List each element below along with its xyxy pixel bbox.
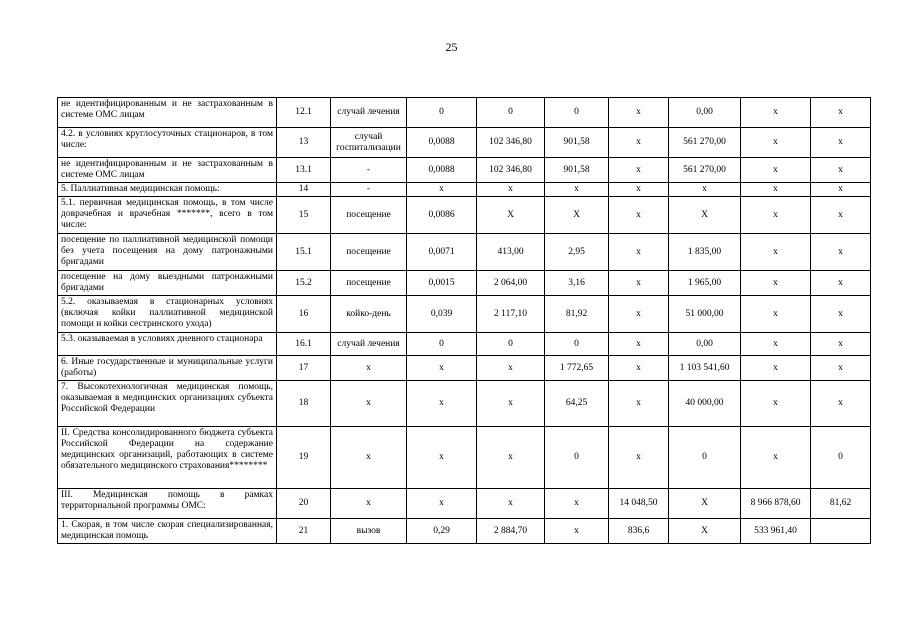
table-row xyxy=(58,158,871,183)
table-row xyxy=(58,271,871,296)
cell-num: 15 xyxy=(277,197,331,234)
cell-c2: 0 xyxy=(477,98,545,128)
cell-c6: 533 961,40 xyxy=(741,519,811,544)
cell-c2: 102 346,80 xyxy=(477,128,545,158)
cell-unit: x xyxy=(331,381,407,427)
cell-c5: 1 965,00 xyxy=(669,271,741,296)
cell-num: 16.1 xyxy=(277,333,331,356)
row-name-cell: III. Медицинская помощь в рамках территориальной программы ОМС: xyxy=(58,489,277,519)
cell-num: 14 xyxy=(277,183,331,197)
cell-unit: случай лечения xyxy=(331,98,407,128)
cell-c6: x xyxy=(741,427,811,489)
cell-c1: x xyxy=(407,183,477,197)
table-row xyxy=(58,183,871,197)
row-name-cell: 5.3. оказываемая в условиях дневного стационара xyxy=(58,333,277,356)
page-number: 25 xyxy=(445,40,458,54)
cell-c7: x xyxy=(811,197,871,234)
table-row xyxy=(58,489,871,519)
cell-c7: x xyxy=(811,381,871,427)
cell-c3: 0 xyxy=(545,98,609,128)
cell-unit: посещение xyxy=(331,234,407,271)
cell-c1: 0,0015 xyxy=(407,271,477,296)
cell-num: 17 xyxy=(277,356,331,381)
cell-c4: x xyxy=(609,296,669,333)
cell-c6: x xyxy=(741,234,811,271)
cell-c3: 2,95 xyxy=(545,234,609,271)
row-name-cell: не идентифицированным и не застрахованным в системе ОМС лицам xyxy=(58,98,277,128)
cell-num: 13 xyxy=(277,128,331,158)
cell-c5: 0,00 xyxy=(669,98,741,128)
row-name-cell: посещение по паллиативной медицинской помощи без учета посещения на дому патронажными бригадами xyxy=(58,234,277,271)
cell-c7: x xyxy=(811,333,871,356)
cell-unit: койко-день xyxy=(331,296,407,333)
row-name-cell: 1. Скорая, в том числе скорая специализированная, медицинская помощь xyxy=(58,519,277,544)
cell-c1: x xyxy=(407,427,477,489)
cell-c3: 81,92 xyxy=(545,296,609,333)
cell-c7: x xyxy=(811,128,871,158)
cell-c2: 0 xyxy=(477,333,545,356)
cell-c6: x xyxy=(741,356,811,381)
cell-unit: x xyxy=(331,356,407,381)
cell-c5: X xyxy=(669,489,741,519)
cell-c4: 836,6 xyxy=(609,519,669,544)
row-name-cell: 6. Иные государственные и муниципальные услуги (работы) xyxy=(58,356,277,381)
cell-c6: x xyxy=(741,197,811,234)
cell-c3: 64,25 xyxy=(545,381,609,427)
table-row xyxy=(58,381,871,427)
cell-c5: 0,00 xyxy=(669,333,741,356)
cell-c7: x xyxy=(811,356,871,381)
cell-c6: 8 966 878,60 xyxy=(741,489,811,519)
cell-unit: вызов xyxy=(331,519,407,544)
cell-c3: 901,58 xyxy=(545,158,609,183)
cell-c3: X xyxy=(545,197,609,234)
cell-unit: случай госпитализации xyxy=(331,128,407,158)
cell-c4: x xyxy=(609,197,669,234)
row-name-cell: 7. Высокотехнологичная медицинская помощь, оказываемая в медицинских организациях субъекта Российской Федерации xyxy=(58,381,277,427)
cell-c7: x xyxy=(811,271,871,296)
cell-c7: x xyxy=(811,234,871,271)
cell-unit: посещение xyxy=(331,271,407,296)
cell-c1: x xyxy=(407,356,477,381)
cell-c2: x xyxy=(477,381,545,427)
cell-c2: X xyxy=(477,197,545,234)
cell-c5: 51 000,00 xyxy=(669,296,741,333)
cell-c3: x xyxy=(545,489,609,519)
table-row xyxy=(58,519,871,544)
cell-c6: x xyxy=(741,271,811,296)
row-name-cell: посещение на дому выездными патронажными бригадами xyxy=(58,271,277,296)
cell-c5: X xyxy=(669,197,741,234)
cell-c7: 0 xyxy=(811,427,871,489)
table-row xyxy=(58,333,871,356)
data-table xyxy=(57,97,871,544)
cell-c1: 0,0088 xyxy=(407,128,477,158)
cell-c1: 0,0086 xyxy=(407,197,477,234)
cell-c7: x xyxy=(811,183,871,197)
cell-c4: x xyxy=(609,128,669,158)
cell-num: 15.1 xyxy=(277,234,331,271)
cell-c4: x xyxy=(609,98,669,128)
row-name-cell: 5. Паллиативная медицинская помощь: xyxy=(58,183,277,197)
cell-c4: x xyxy=(609,381,669,427)
cell-c2: 102 346,80 xyxy=(477,158,545,183)
cell-c6: x xyxy=(741,158,811,183)
cell-c3: 0 xyxy=(545,427,609,489)
cell-c5: 1 835,00 xyxy=(669,234,741,271)
cell-c2: 2 117,10 xyxy=(477,296,545,333)
cell-c6: x xyxy=(741,296,811,333)
cell-c7: x xyxy=(811,98,871,128)
cell-c2: 2 884,70 xyxy=(477,519,545,544)
cell-c1: 0,29 xyxy=(407,519,477,544)
table-row xyxy=(58,427,871,489)
cell-c6: x xyxy=(741,381,811,427)
cell-unit: - xyxy=(331,158,407,183)
table-row xyxy=(58,234,871,271)
cell-unit: - xyxy=(331,183,407,197)
cell-c3: 901,58 xyxy=(545,128,609,158)
cell-c5: X xyxy=(669,519,741,544)
cell-c1: x xyxy=(407,489,477,519)
cell-c5: 1 103 541,60 xyxy=(669,356,741,381)
row-name-cell: 5.2. оказываемая в стационарных условиях (включая койки паллиативной медицинской помощи и койки сестринского ухода) xyxy=(58,296,277,333)
cell-c5: 40 000,00 xyxy=(669,381,741,427)
table-row xyxy=(58,98,871,128)
table-row xyxy=(58,197,871,234)
row-name-cell: 4.2. в условиях круглосуточных стационаров, в том числе: xyxy=(58,128,277,158)
cell-c6: x xyxy=(741,128,811,158)
cell-c2: x xyxy=(477,427,545,489)
cell-c5: x xyxy=(669,183,741,197)
table-row xyxy=(58,356,871,381)
cell-num: 13.1 xyxy=(277,158,331,183)
row-name-cell: не идентифицированным и не застрахованным в системе ОМС лицам xyxy=(58,158,277,183)
cell-c6: x xyxy=(741,333,811,356)
cell-c1: 0 xyxy=(407,98,477,128)
cell-c4: x xyxy=(609,234,669,271)
row-name-cell: 5.1. первичная медицинская помощь, в том числе доврачебная и врачебная *******, всего в том числе: xyxy=(58,197,277,234)
cell-unit: x xyxy=(331,427,407,489)
cell-unit: посещение xyxy=(331,197,407,234)
cell-unit: случай лечения xyxy=(331,333,407,356)
cell-c3: 3,16 xyxy=(545,271,609,296)
cell-c3: x xyxy=(545,519,609,544)
cell-unit: x xyxy=(331,489,407,519)
cell-c4: 14 048,50 xyxy=(609,489,669,519)
cell-c6: x xyxy=(741,183,811,197)
cell-c6: x xyxy=(741,98,811,128)
cell-num: 16 xyxy=(277,296,331,333)
cell-c1: x xyxy=(407,381,477,427)
cell-c3: 0 xyxy=(545,333,609,356)
cell-num: 18 xyxy=(277,381,331,427)
cell-num: 19 xyxy=(277,427,331,489)
cell-num: 15.2 xyxy=(277,271,331,296)
cell-c5: 0 xyxy=(669,427,741,489)
cell-c7: x xyxy=(811,296,871,333)
cell-c2: x xyxy=(477,356,545,381)
cell-c7: x xyxy=(811,158,871,183)
cell-c2: 413,00 xyxy=(477,234,545,271)
cell-c5: 561 270,00 xyxy=(669,128,741,158)
cell-c4: x xyxy=(609,356,669,381)
cell-c4: x xyxy=(609,183,669,197)
table-row xyxy=(58,128,871,158)
cell-num: 21 xyxy=(277,519,331,544)
cell-c4: x xyxy=(609,427,669,489)
cell-c2: 2 064,00 xyxy=(477,271,545,296)
cell-c4: x xyxy=(609,271,669,296)
row-name-cell: II. Средства консолидированного бюджета субъекта Российской Федерации на содержание медицинских организаций, работающих в системе обязательного медицинского страхования******** xyxy=(58,427,277,489)
cell-c2: x xyxy=(477,489,545,519)
cell-c5: 561 270,00 xyxy=(669,158,741,183)
cell-num: 20 xyxy=(277,489,331,519)
cell-c1: 0,0071 xyxy=(407,234,477,271)
cell-c1: 0,039 xyxy=(407,296,477,333)
cell-c4: x xyxy=(609,158,669,183)
cell-num: 12.1 xyxy=(277,98,331,128)
cell-c4: x xyxy=(609,333,669,356)
cell-c1: 0 xyxy=(407,333,477,356)
cell-c3: x xyxy=(545,183,609,197)
cell-c3: 1 772,65 xyxy=(545,356,609,381)
cell-c7 xyxy=(811,519,871,544)
table-row xyxy=(58,296,871,333)
cell-c2: x xyxy=(477,183,545,197)
cell-c1: 0,0088 xyxy=(407,158,477,183)
cell-c7: 81,62 xyxy=(811,489,871,519)
